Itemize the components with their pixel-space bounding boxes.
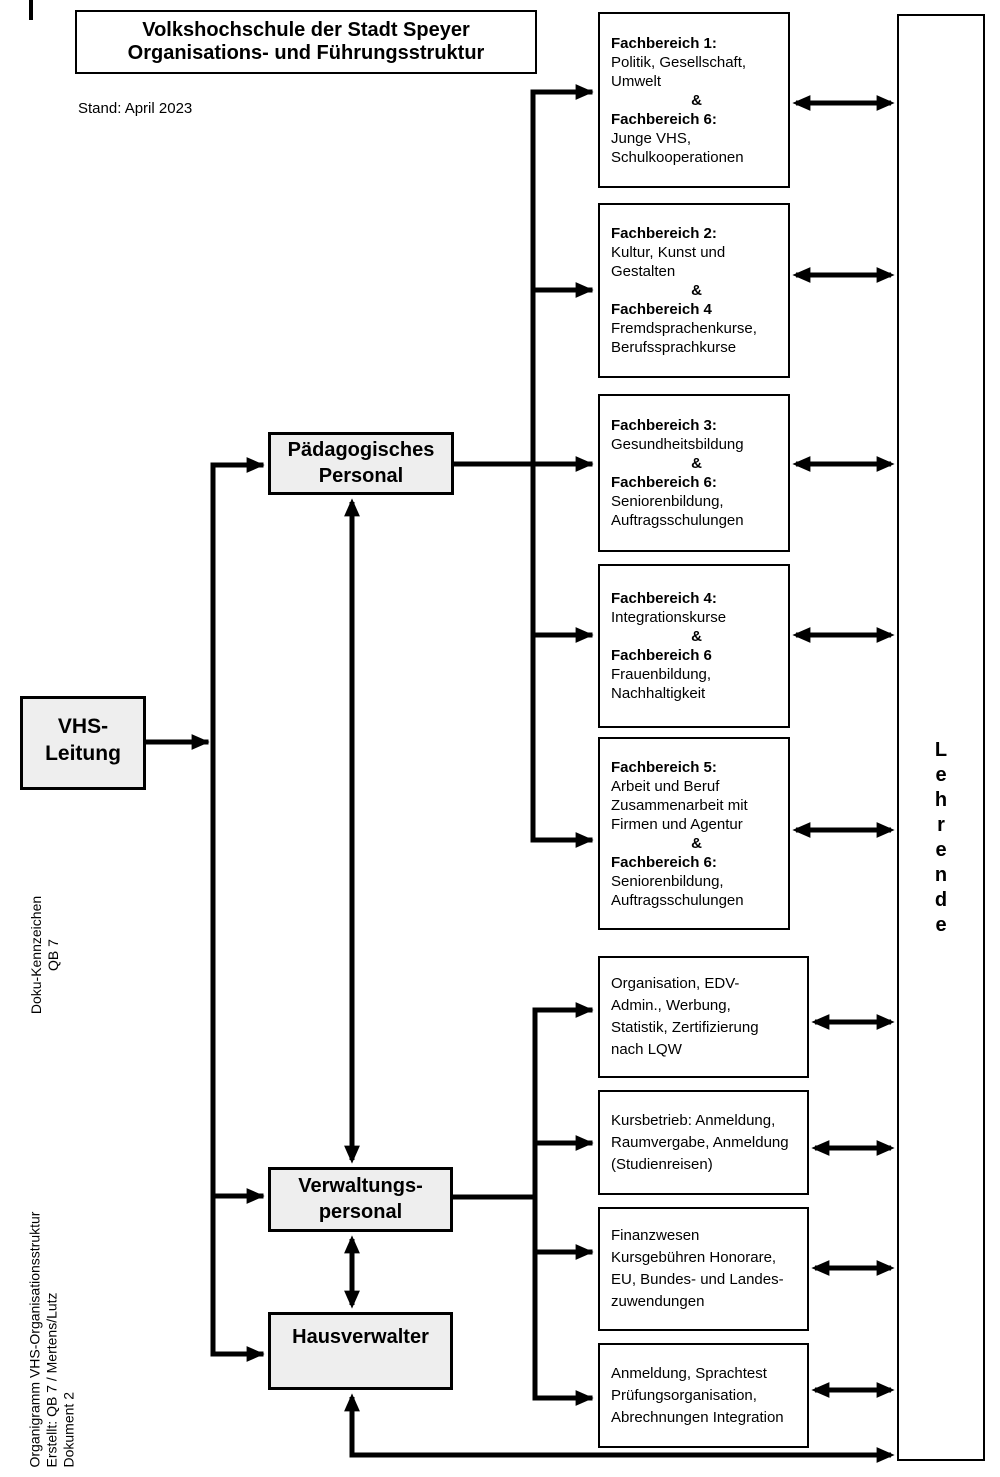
lehrende-vertical-word [899,738,983,938]
text-line: QB 7 [45,939,61,971]
verwaltungsbereich-finanzwesen-box [598,1207,809,1331]
text-line: Junge VHS, [611,129,692,147]
verwaltungsbereich-anmeldung-box [598,1343,809,1448]
text-line: Auftragsschulungen [611,512,744,529]
text-line: Raumvergabe, Anmeldung [611,1133,789,1151]
fachbereich-2-4-box [598,203,790,378]
text-line: Fachbereich 4 [611,301,712,318]
scan-mark [29,0,33,20]
text-line: Firmen und Agentur [611,815,743,833]
fachbereich-1-6-box [598,12,790,188]
text-line: Zusammenarbeit mit [611,796,748,814]
text-line: Erstellt: QB 7 / Mertens/Lutz [43,1292,60,1468]
text-line: EU, Bundes- und Landes- [611,1271,784,1288]
text-line: r [937,814,945,836]
paedagogisches-personal-box [268,432,454,495]
text-line: Schulkooperationen [611,148,744,166]
text-line: Kursgebühren Honorare, [611,1249,777,1266]
text-line: d [934,889,948,911]
text-line: Gestalten [611,263,676,280]
text-line: Fachbereich 1: [611,34,717,52]
text-line: Hausverwalter [292,1326,429,1348]
text-line: e [935,839,947,861]
verwaltungspersonal-box [268,1167,453,1232]
text-line: Fachbereich 6 [611,647,712,664]
text-line: Dokument 2 [60,1392,77,1468]
text-line: Kultur, Kunst und [611,244,726,261]
text-line: VHS- [57,715,109,738]
text-line: Prüfungsorganisation, [611,1386,757,1404]
text-line: & [691,282,702,299]
text-line: n [934,864,948,886]
text-line: Frauenbildung, [611,666,712,683]
text-line: Fachbereich 5: [611,758,717,776]
fachbereich-3-6-box [598,394,790,552]
verwaltungsbereich-kursbetrieb-box [598,1090,809,1195]
fachbereich-4-6-box [598,564,790,728]
hausverwalter-box [268,1312,453,1390]
text-line: Pädagogisches [287,439,435,461]
fachbereich-5-6-box [598,737,790,930]
text-line: Auftragsschulungen [611,891,744,909]
text-line: Kursbetrieb: Anmeldung, [611,1111,776,1129]
margin-note-footer [27,1178,78,1468]
text-line: Fachbereich 6: [611,110,717,128]
text-line: L [934,739,948,761]
text-line: Fremdsprachenkurse, [611,320,757,337]
text-line: Leitung [45,742,121,765]
lehrende-box [897,14,985,1461]
title-line: Volkshochschule der Stadt Speyer [142,19,470,41]
text-line: Integrationskurse [611,609,727,626]
text-line: & [691,455,702,472]
text-line: & [691,91,702,109]
text-line: & [691,834,702,852]
text-line: & [691,628,702,645]
verwaltungsbereich-organisation-box [598,956,809,1078]
text-line: Fachbereich 6: [611,853,717,871]
text-line: Statistik, Zertifizierung [611,1019,759,1036]
text-line: Fachbereich 4: [611,590,717,607]
text-line: Umwelt [611,72,662,90]
text-line: zuwendungen [611,1293,705,1310]
text-line: Fachbereich 3: [611,417,717,434]
text-line: Doku-Kennzeichen [28,895,44,1015]
date-note: Stand: April 2023 [78,100,193,117]
vhs-leitung-box [20,696,146,790]
text-line: e [935,764,947,786]
text-line: Verwaltungs- [298,1175,423,1197]
text-line: (Studienreisen) [611,1155,713,1173]
margin-note-doku [28,870,62,1040]
text-line: Organisation, EDV- [611,975,740,992]
text-line: Fachbereich 6: [611,474,717,491]
text-line: Personal [318,465,404,487]
text-line: Admin., Werbung, [611,997,731,1014]
title-line: Organisations- und Führungsstruktur [127,42,485,64]
text-line: Anmeldung, Sprachtest [611,1364,767,1382]
text-line: Fachbereich 2: [611,225,717,242]
text-line: e [935,914,947,936]
text-line: h [934,789,948,811]
text-line: Arbeit und Beruf [611,777,720,795]
text-line: Gesundheitsbildung [611,436,744,453]
text-line: Abrechnungen Integration [611,1408,784,1426]
text-line: Berufssprachkurse [611,339,737,356]
text-line: Politik, Gesellschaft, [611,53,747,71]
text-line: Organigramm VHS-Organisationsstruktur [26,1211,43,1468]
text-line: Seniorenbildung, [611,872,724,890]
text-line: Finanzwesen [611,1227,700,1244]
text-line: Nachhaltigkeit [611,685,706,702]
text-line: personal [318,1201,403,1223]
text-line: Seniorenbildung, [611,493,724,510]
text-line: nach LQW [611,1041,682,1058]
title-box [75,10,537,74]
